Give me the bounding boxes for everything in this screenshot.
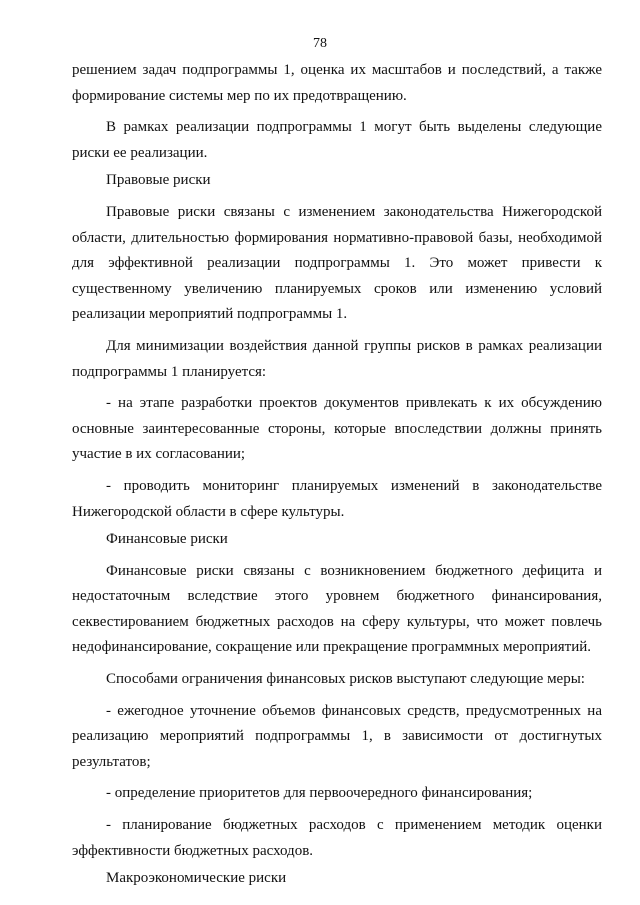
- heading-financial-risks: Финансовые риски: [106, 531, 228, 548]
- list-item-legal-2: - проводить мониторинг планируемых изменений в законодательстве Нижегородской области в сфере культуры.: [72, 477, 602, 520]
- paragraph-financial-measures: Способами ограничения финансовых рисков выступают следующие меры:: [106, 671, 585, 688]
- heading-legal-risks: Правовые риски: [106, 172, 211, 189]
- list-item-legal-1: - на этапе разработки проектов документов привлекать к их обсуждению основные заинтересованные стороны, которые впоследствии должны принять участие в их согласовании;: [72, 395, 602, 463]
- document-body: [72, 58, 602, 892]
- page-number: 78: [313, 36, 327, 51]
- list-item-financial-3: - планирование бюджетных расходов с применением методик оценки эффективности бюджетных расходов.: [72, 817, 602, 859]
- list-item-financial-1: - ежегодное уточнение объемов финансовых средств, предусмотренных на реализацию мероприятий подпрограммы 1, в зависимости от достигнутых результатов;: [72, 702, 602, 770]
- paragraph-legal-mitigation: Для минимизации воздействия данной группы рисков в рамках реализации подпрограммы 1 планируется:: [72, 337, 602, 380]
- paragraph-financial-risks: Финансовые риски связаны с возникновением бюджетного дефицита и недостаточным вследствие этого уровнем бюджетного финансирования, секвестированием бюджетных расходов на сферу культуры, что может повлечь недофинансирование, сокращение или прекращение программных мероприятий.: [72, 562, 602, 656]
- paragraph-continuation: решением задач подпрограммы 1, оценка их масштабов и последствий, а также формирование системы мер по их предотвращению.: [72, 62, 602, 104]
- paragraph-legal-risks: Правовые риски связаны с изменением законодательства Нижегородской области, длительностью формирования нормативно-правовой базы, необходимой для эффективной реализации подпрограммы 1. Это может привести к существенному увеличению планируемых сроков или изменению условий реализации мероприятий подпрограммы 1.: [72, 203, 602, 323]
- list-item-financial-2: - определение приоритетов для первоочередного финансирования;: [106, 785, 533, 802]
- paragraph-risks-intro: В рамках реализации подпрограммы 1 могут быть выделены следующие риски ее реализации.: [72, 119, 602, 161]
- heading-macroeconomic-risks: Макроэкономические риски: [106, 870, 287, 887]
